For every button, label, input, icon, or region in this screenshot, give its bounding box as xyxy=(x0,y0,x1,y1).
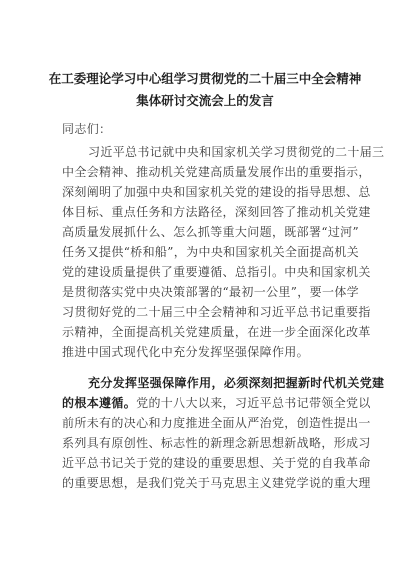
paragraph-1-line: 示精神，全面提高机关党建质量，在进一步全面深化改革 xyxy=(62,325,371,339)
paragraph-1-line: 体目标、重点任务和方法路径，深刻回答了推动机关党建 xyxy=(62,205,371,219)
paragraph-2-line: 前所未有的决心和力度推进全面从严治党，创造性提出一 xyxy=(62,416,371,430)
paragraph-1-line: 习贯彻好党的二十届三中全会精神和习近平总书记重要指 xyxy=(62,305,371,319)
paragraph-1-line: 深刻阐明了加强中央和国家机关党的建设的指导思想、总 xyxy=(62,185,371,199)
paragraph-2-bold-lead-line: 充分发挥坚强保障作用，必须深刻把握新时代机关党建 xyxy=(88,376,385,390)
paragraph-1-line: 任务又提供“桥和船”，为中央和国家机关全面提高机关 xyxy=(62,245,360,259)
paragraph-1-line: 高质量发展抓什么、怎么抓等重大问题，既部署“过河” xyxy=(62,225,360,239)
paragraph-1-line: 党的建设质量提供了重要遵循、总指引。中央和国家机关 xyxy=(62,265,371,279)
paragraph-1-line: 中全会精神、推动机关党建高质量发展作出的重要指示， xyxy=(62,165,371,179)
paragraph-1-line: 是贯彻落实党中央决策部署的“最初一公里”，要一体学 xyxy=(62,285,360,299)
document-title-line-2: 集体研讨交流会上的发言 xyxy=(136,93,274,108)
paragraph-2-line: 的重要思想，是我们党关于马克思主义建党学说的重大理 xyxy=(62,476,371,490)
paragraph-1-line: 习近平总书记就中央和国家机关学习贯彻党的二十届三 xyxy=(88,145,385,159)
paragraph-2-line: 系列具有原创性、标志性的新理念新思想新战略，形成习 xyxy=(62,436,371,450)
paragraph-2-line xyxy=(62,395,371,411)
paragraph-2-line: 近平总书记关于党的建设的重要思想、关于党的自我革命 xyxy=(62,456,371,470)
paragraph-2-line-rest: 党的十八大以来，习近平总书记带领全党以 xyxy=(136,396,371,410)
document-title-line-1: 在工委理论学习中心组学习贯彻党的二十届三中全会精神 xyxy=(48,71,362,86)
salutation: 同志们： xyxy=(62,122,112,136)
paragraph-1-line: 推进中国式现代化中充分发挥坚强保障作用。 xyxy=(62,345,310,359)
paragraph-2-bold-lead: 的根本遵循。 xyxy=(62,396,137,410)
